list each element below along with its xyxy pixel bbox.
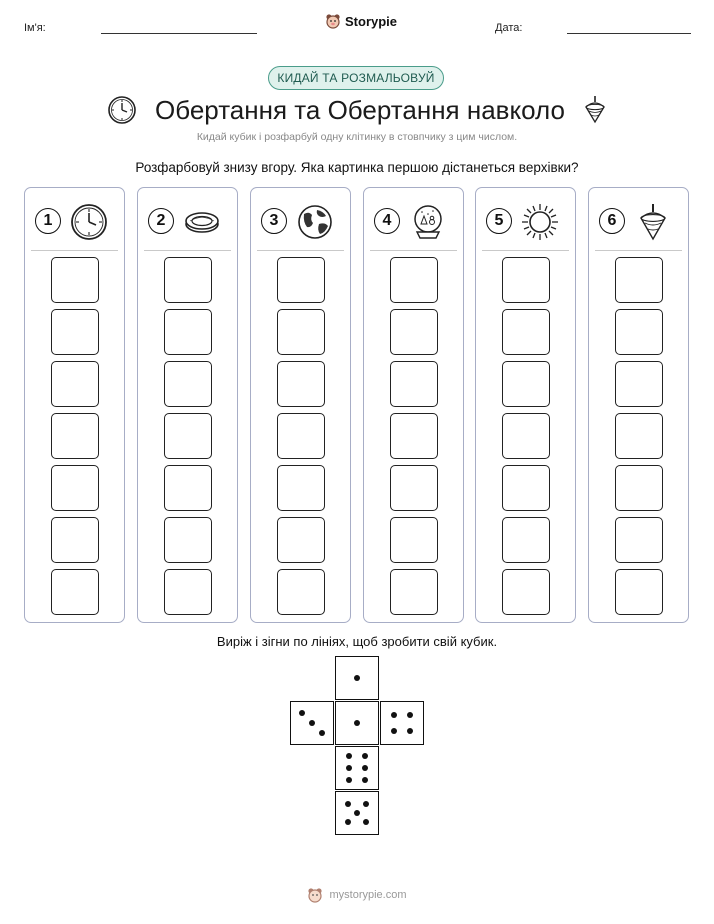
color-cell[interactable]	[51, 569, 99, 615]
color-cell[interactable]	[502, 257, 550, 303]
dice-pip	[354, 720, 360, 726]
color-cell[interactable]	[390, 309, 438, 355]
column-number: 6	[599, 208, 625, 234]
title-row	[0, 92, 714, 128]
ring-icon	[182, 202, 222, 242]
dice-pip	[407, 728, 413, 734]
dice-pip	[299, 710, 305, 716]
color-cell[interactable]	[390, 465, 438, 511]
dice-face-left	[290, 701, 334, 745]
dice-pip	[363, 801, 369, 807]
dice-pip	[346, 765, 352, 771]
column-header	[138, 200, 237, 242]
color-cell[interactable]	[390, 413, 438, 459]
column-number: 4	[374, 208, 400, 234]
spinning-top-icon	[633, 202, 673, 242]
color-cell[interactable]	[164, 309, 212, 355]
activity-pill: КИДАЙ ТА РОЗМАЛЬОВУЙ	[268, 66, 444, 90]
color-cell[interactable]	[51, 257, 99, 303]
column-divider	[482, 250, 569, 251]
brand-logo	[325, 13, 397, 29]
column-divider	[257, 250, 344, 251]
color-cell[interactable]	[502, 569, 550, 615]
dice-face-right	[380, 701, 424, 745]
column-divider	[31, 250, 118, 251]
color-cell[interactable]	[277, 569, 325, 615]
color-cell[interactable]	[51, 465, 99, 511]
color-cell[interactable]	[164, 257, 212, 303]
color-cell[interactable]	[164, 569, 212, 615]
snow-globe-icon	[408, 202, 448, 242]
color-cell[interactable]	[502, 517, 550, 563]
color-cell[interactable]	[502, 361, 550, 407]
page-title: Обертання та Обертання навколо	[155, 94, 565, 125]
column-divider	[370, 250, 457, 251]
column-header	[251, 200, 350, 242]
color-cell[interactable]	[164, 413, 212, 459]
clock-icon	[69, 202, 109, 242]
brand-name: Storypie	[345, 13, 398, 29]
column-2	[137, 187, 238, 623]
column-header	[25, 200, 124, 242]
dice-face-bottom	[335, 791, 379, 835]
color-cell[interactable]	[615, 569, 663, 615]
color-cell[interactable]	[277, 257, 325, 303]
dice-pip	[354, 675, 360, 681]
date-label: Дата:	[495, 22, 523, 34]
color-cell[interactable]	[502, 413, 550, 459]
color-cell[interactable]	[390, 517, 438, 563]
dice-face-lower	[335, 746, 379, 790]
column-5	[475, 187, 576, 623]
name-label: Ім'я:	[24, 22, 46, 34]
color-cell[interactable]	[615, 413, 663, 459]
date-line[interactable]	[567, 33, 691, 34]
column-header	[476, 200, 575, 242]
dice-net	[290, 656, 424, 836]
instruction: Розфарбовуй знизу вгору. Яка картинка першою дістанеться верхівки?	[135, 160, 579, 175]
sun-icon	[520, 202, 560, 242]
subtitle: Кидай кубик і розфарбуй одну клітинку в стовпчику з цим числом.	[196, 131, 518, 143]
dice-face-top	[335, 656, 379, 700]
color-cell[interactable]	[51, 413, 99, 459]
column-header	[589, 200, 688, 242]
color-cell[interactable]	[51, 517, 99, 563]
color-cell[interactable]	[502, 309, 550, 355]
storypie-bear-icon	[307, 887, 323, 903]
color-cell[interactable]	[615, 309, 663, 355]
color-cell[interactable]	[51, 361, 99, 407]
column-header	[364, 200, 463, 242]
dice-pip	[354, 810, 360, 816]
column-3	[250, 187, 351, 623]
color-cell[interactable]	[615, 465, 663, 511]
name-line[interactable]	[101, 33, 257, 34]
column-4	[363, 187, 464, 623]
color-cell[interactable]	[277, 517, 325, 563]
footer	[0, 887, 714, 903]
column-number: 5	[486, 208, 512, 234]
dice-pip	[362, 753, 368, 759]
column-number: 1	[35, 208, 61, 234]
column-divider	[595, 250, 682, 251]
color-cell[interactable]	[390, 361, 438, 407]
spinning-top-icon	[583, 95, 607, 125]
color-cell[interactable]	[615, 361, 663, 407]
clock-icon	[107, 95, 137, 125]
dice-pip	[346, 777, 352, 783]
color-cell[interactable]	[164, 517, 212, 563]
cut-instruction: Виріж і зігни по лініях, щоб зробити свій кубик.	[216, 634, 498, 649]
dice-pip	[309, 720, 315, 726]
dice-pip	[391, 728, 397, 734]
color-cell[interactable]	[277, 309, 325, 355]
dice-pip	[345, 819, 351, 825]
dice-pip	[345, 801, 351, 807]
column-6	[588, 187, 689, 623]
column-1	[24, 187, 125, 623]
color-cell[interactable]	[51, 309, 99, 355]
dice-pip	[346, 753, 352, 759]
color-cell[interactable]	[502, 465, 550, 511]
color-cell[interactable]	[615, 257, 663, 303]
dice-pip	[362, 777, 368, 783]
globe-icon	[295, 202, 335, 242]
dice-pip	[362, 765, 368, 771]
column-number: 2	[148, 208, 174, 234]
column-number: 3	[261, 208, 287, 234]
dice-pip	[391, 712, 397, 718]
color-cell[interactable]	[164, 361, 212, 407]
storypie-bear-icon	[325, 13, 341, 29]
color-cell[interactable]	[277, 361, 325, 407]
dice-face-center	[335, 701, 379, 745]
dice-pip	[407, 712, 413, 718]
color-cell[interactable]	[277, 465, 325, 511]
column-divider	[144, 250, 231, 251]
color-cell[interactable]	[615, 517, 663, 563]
dice-pip	[319, 730, 325, 736]
color-cell[interactable]	[390, 569, 438, 615]
footer-url[interactable]: mystorypie.com	[329, 889, 407, 901]
color-cell[interactable]	[390, 257, 438, 303]
color-cell[interactable]	[277, 413, 325, 459]
color-cell[interactable]	[164, 465, 212, 511]
dice-pip	[363, 819, 369, 825]
